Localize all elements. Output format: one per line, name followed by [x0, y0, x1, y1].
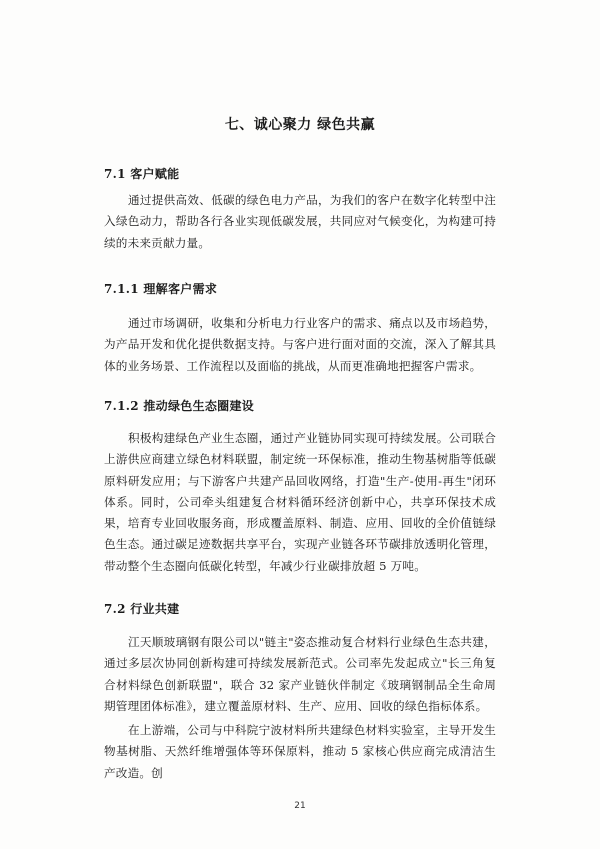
section-paragraph-7-1-2: 积极构建绿色产业生态圈，通过产业链协同实现可持续发展。公司联合上游供应商建立绿色材料联盟，制定统一环保标准，推动生物基树脂等低碳原料研发应用；与下游客户共建产品回收网络，打造"生产-使用-再生"闭环体系。同时，公司牵头组建复合材料循环经济创新中心，共享环保技术成果，培育专业回收服务商，形成覆盖原料、制造、应用、回收的全价值链绿色生态。通过碳足迹数据共享平台，实现产业链各环节碳排放透明化管理，带动整个生态圈向低碳化转型，年减少行业碳排放超 5 万吨。	[104, 431, 496, 573]
section-heading-7-1-2: 7.1.2 推动绿色生态圈建设	[104, 399, 255, 413]
section-heading-7-1-1: 7.1.1 理解客户需求	[104, 282, 218, 296]
section-paragraph-7-2-a: 江天顺玻璃钢有限公司以"链主"姿态推动复合材料行业绿色生态共建，通过多层次协同创新构建可持续发展新范式。公司率先发起成立"长三角复合材料绿色创新联盟"，联合 32 家产业链伙伴制定《玻璃钢制品全生命周期管理团体标准》，建立覆盖原材料、生产、应用、回收的绿色指标体系。	[104, 635, 496, 713]
chapter-title: 七、诚心聚力 绿色共赢	[224, 117, 376, 133]
section-heading-7-1: 7.1 客户赋能	[104, 167, 180, 181]
section-paragraph-7-1: 通过提供高效、低碳的绿色电力产品，为我们的客户在数字化转型中注入绿色动力，帮助各行各业实现低碳发展，共同应对气候变化，为构建可持续的未来贡献力量。	[104, 193, 496, 250]
section-paragraph-7-1-1: 通过市场调研，收集和分析电力行业客户的需求、痛点以及市场趋势，为产品开发和优化提供数据支持。与客户进行面对面的交流，深入了解其具体的业务场景、工作流程以及面临的挑战，从而更准确地把握客户需求。	[104, 316, 496, 373]
page-number: 21	[294, 801, 306, 811]
section-heading-7-2: 7.2 行业共建	[104, 602, 180, 616]
section-paragraph-7-2-b: 在上游端，公司与中科院宁波材料所共建绿色材料实验室，主导开发生物基树脂、天然纤维增强体等环保原料，推动 5 家核心供应商完成清洁生产改造。创	[104, 723, 496, 780]
